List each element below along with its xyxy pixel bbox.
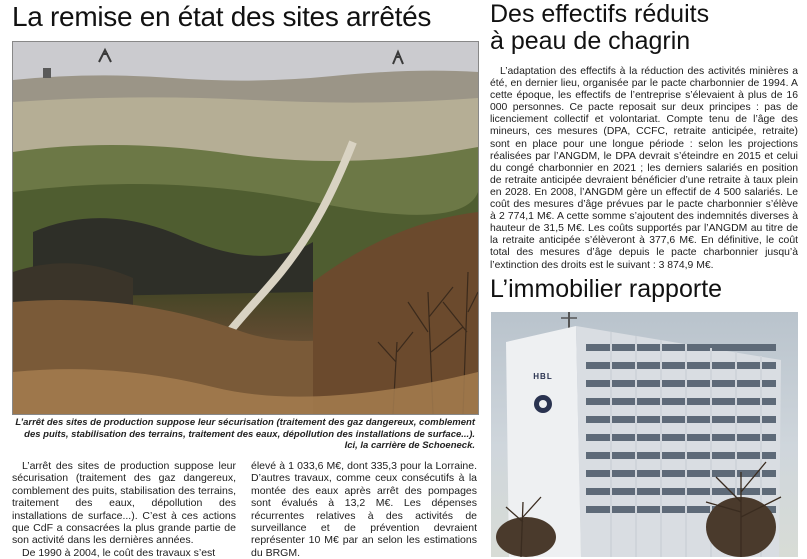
photo-caption: L’arrêt des sites de production suppose leur sécurisation (traitement des gaz dangereux, comblement des puits, stabilisation des terrains, traitement des eaux, dépollution des installations de surface...). Ici, la carrière de Schoeneck. (15, 417, 475, 451)
article-paragraph: De 1990 à 2004, le coût des travaux s’est (22, 546, 216, 559)
headline-site-remediation: La remise en état des sites arrêtés (12, 1, 432, 32)
headline-workforce-line1: Des effectifs réduits (490, 0, 710, 28)
article-paragraph: L’arrêt des sites de production suppose leur sécurisation (traitement des gaz dangereux, comblement des puits, stabilisation des terrains, traitement des eaux, dépollution des installations de surface...). C’est à ces actions que CdF a consacrées la plus grande partie de son activité dans les dernières années. (12, 460, 236, 547)
office-building-photo (491, 312, 798, 557)
workforce-article-text: L’adaptation des effectifs à la réduction des activités minières a été, en dernier lieu, organisée par le pacte charbonnier de 1994. A cette époque, les effectifs de l’entreprise s’élevaient à plus de 16 000 personnes. Ce pacte reposait sur deux principes : pas de licenciement collectif et volontariat. Compte tenu de l’âge des mineurs, ces mesures (DPA, CCFC, retraite anticipée, retraite) sont en place pour une longue période : selon les projections réalisées par l’ANGDM, le DPA devrait s’éteindre en 2015 et celui du congé charbonnier en 2021 ; les derniers salariés en position de retraite anticipée devraient bénéficier d’une retraite à taux plein en 2028. En 2008, l’ANGDM gère un effectif de 4 500 salariés. Le coût des mesures d’âge prévues par le pacte charbonnier s’élève à 2 774,1 M€. A cette somme s’ajoutent des indemnités diverses à hauteur de 31,5 M€. Les coûts supportés par l’ANGDM au titre de la retraite anticipée s’élèveront à 377,6 M€. En définitive, le coût total des mesures d’âge depuis le pacte charbonnier jusqu’à l’extinction des droits est le suivant : 3 874,9 M€. (490, 66, 798, 271)
quarry-landscape-photo (12, 41, 479, 415)
headline-workforce-line2: à peau de chagrin (490, 27, 691, 55)
headline-real-estate: L’immobilier rapporte (490, 275, 723, 303)
article-column-2: élevé à 1 033,6 M€, dont 335,3 pour la Lorraine. D’autres travaux, comme ceux consécutifs à la montée des eaux après arrêt des pompages sont évalués à 13,2 M€. Les dépenses récurrentes relatives à des activités de surveillance et de prévention devraient représenter 10 M€ par an selon les estimations du BRGM. (251, 460, 477, 559)
article-column-1 (12, 460, 236, 559)
building-sign: HBL (533, 372, 553, 381)
